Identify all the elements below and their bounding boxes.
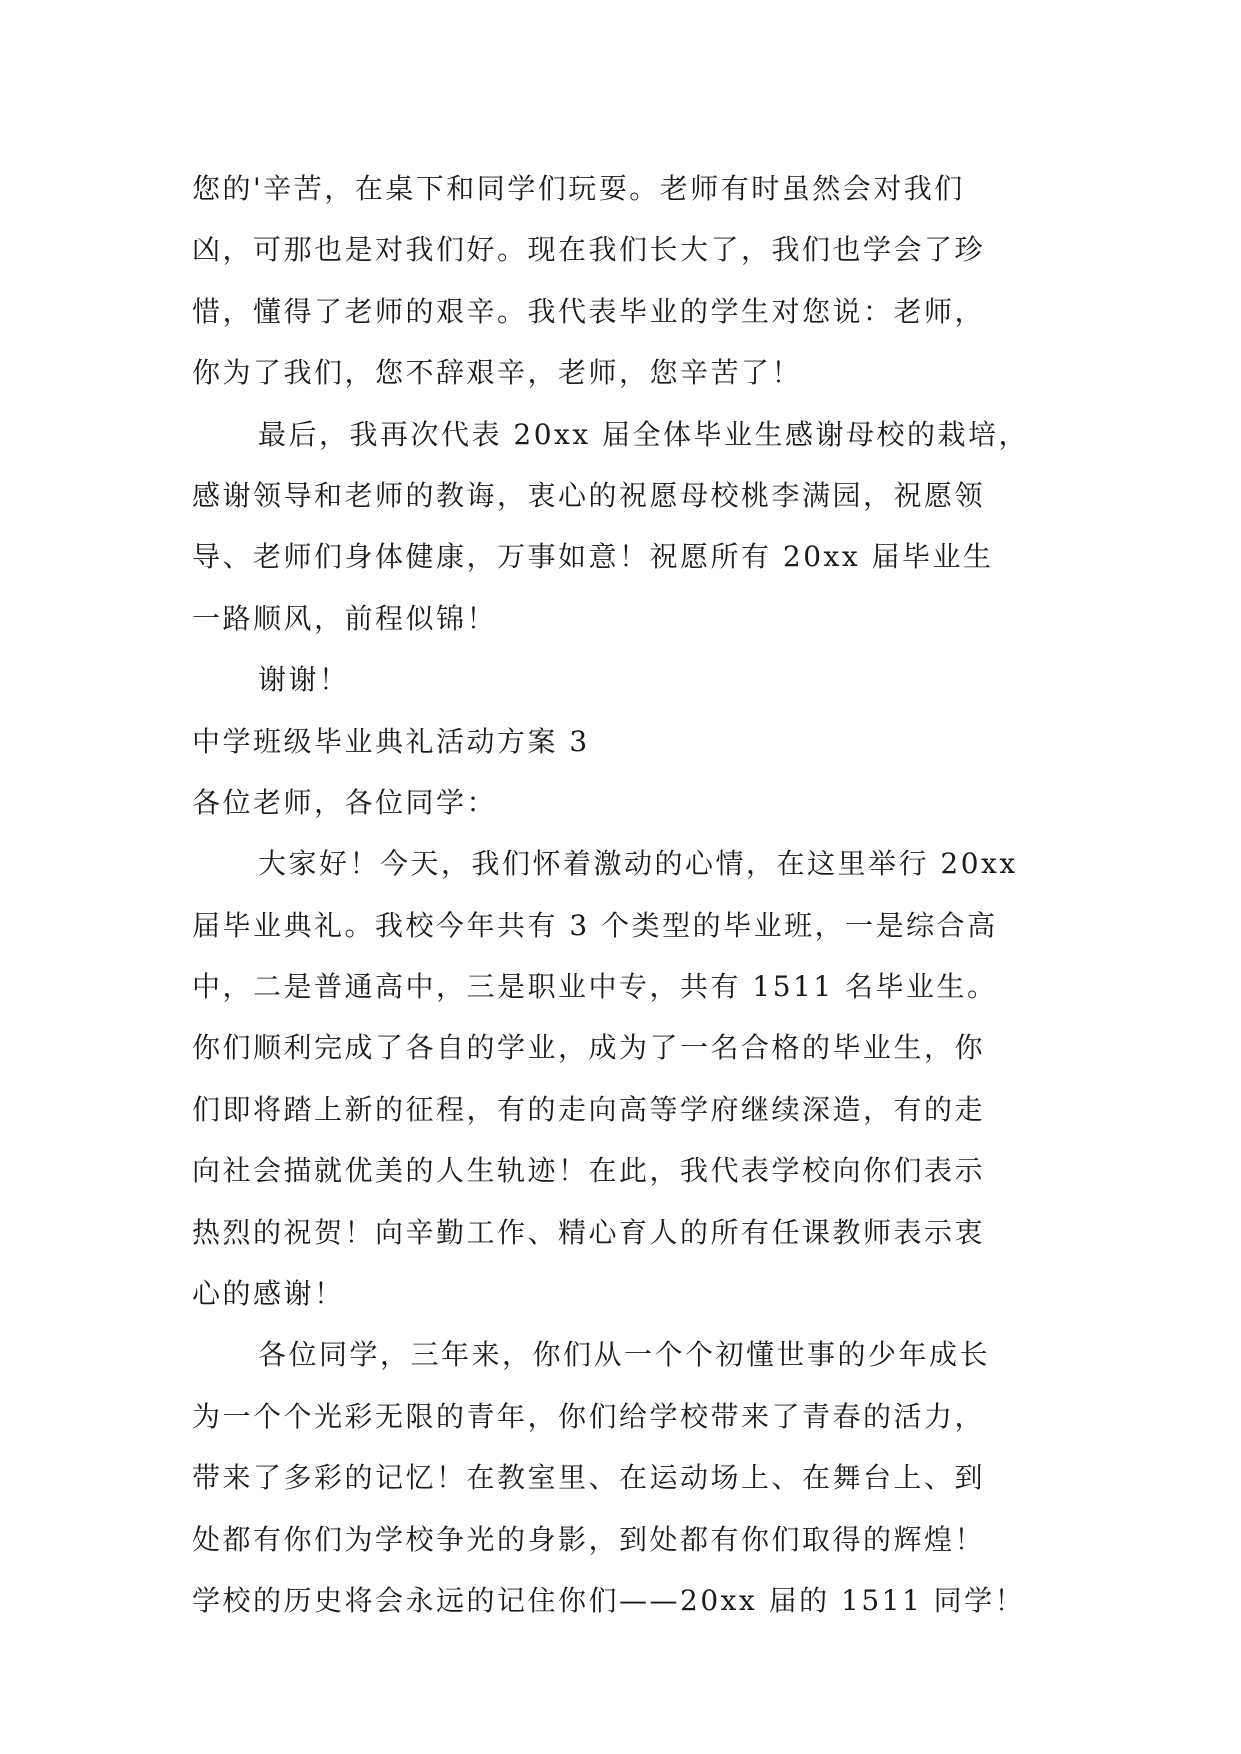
text-line: 中，二是普通高中，三是职业中专，共有 1511 名毕业生。 bbox=[192, 970, 998, 1004]
salutation: 各位老师，各位同学： bbox=[192, 785, 498, 819]
document-body bbox=[192, 158, 1062, 1631]
text-line: 们即将踏上新的征程，有的走向高等学府继续深造，有的走 bbox=[192, 1092, 986, 1126]
text-line: 惜，懂得了老师的艰辛。我代表毕业的学生对您说：老师， bbox=[192, 294, 986, 328]
paragraph-first-line: 最后，我再次代表 20xx 届全体毕业生感谢母校的栽培， bbox=[258, 417, 1030, 451]
text-line: 凶，可那也是对我们好。现在我们长大了，我们也学会了珍 bbox=[192, 233, 986, 267]
text-line: 感谢领导和老师的教诲，衷心的祝愿母校桃李满园，祝愿领 bbox=[192, 478, 986, 512]
text-line: 你为了我们，您不辞艰辛，老师，您辛苦了！ bbox=[192, 356, 803, 390]
text-line: 学校的历史将会永远的记住你们——20xx 届的 1511 同学！ bbox=[192, 1583, 1026, 1617]
paragraph-first-line: 各位同学，三年来，你们从一个个初懂世事的少年成长 bbox=[258, 1338, 991, 1372]
section-heading: 中学班级毕业典礼活动方案 3 bbox=[192, 724, 590, 758]
paragraph-first-line: 大家好！今天，我们怀着激动的心情，在这里举行 20xx bbox=[258, 847, 1018, 881]
text-line: 导、老师们身体健康，万事如意！祝愿所有 20xx 届毕业生 bbox=[192, 540, 994, 574]
text-line: 处都有你们为学校争光的身影，到处都有你们取得的辉煌！ bbox=[192, 1522, 986, 1556]
text-line: 热烈的祝贺！向辛勤工作、精心育人的所有任课教师表示衷 bbox=[192, 1215, 986, 1249]
text-line: 你们顺利完成了各自的学业，成为了一名合格的毕业生，你 bbox=[192, 1031, 986, 1065]
closing-thanks: 谢谢！ bbox=[258, 663, 350, 697]
text-line: 心的感谢！ bbox=[192, 1277, 345, 1311]
text-line: 为一个个光彩无限的青年，你们给学校带来了青春的活力， bbox=[192, 1399, 986, 1433]
text-line: 带来了多彩的记忆！在教室里、在运动场上、在舞台上、到 bbox=[192, 1461, 986, 1495]
text-line: 届毕业典礼。我校今年共有 3 个类型的毕业班，一是综合高 bbox=[192, 908, 998, 942]
text-line: 您的'辛苦，在桌下和同学们玩耍。老师有时虽然会对我们 bbox=[192, 172, 965, 205]
text-line: 向社会描就优美的人生轨迹！在此，我代表学校向你们表示 bbox=[192, 1154, 986, 1188]
text-line: 一路顺风，前程似锦！ bbox=[192, 601, 498, 635]
